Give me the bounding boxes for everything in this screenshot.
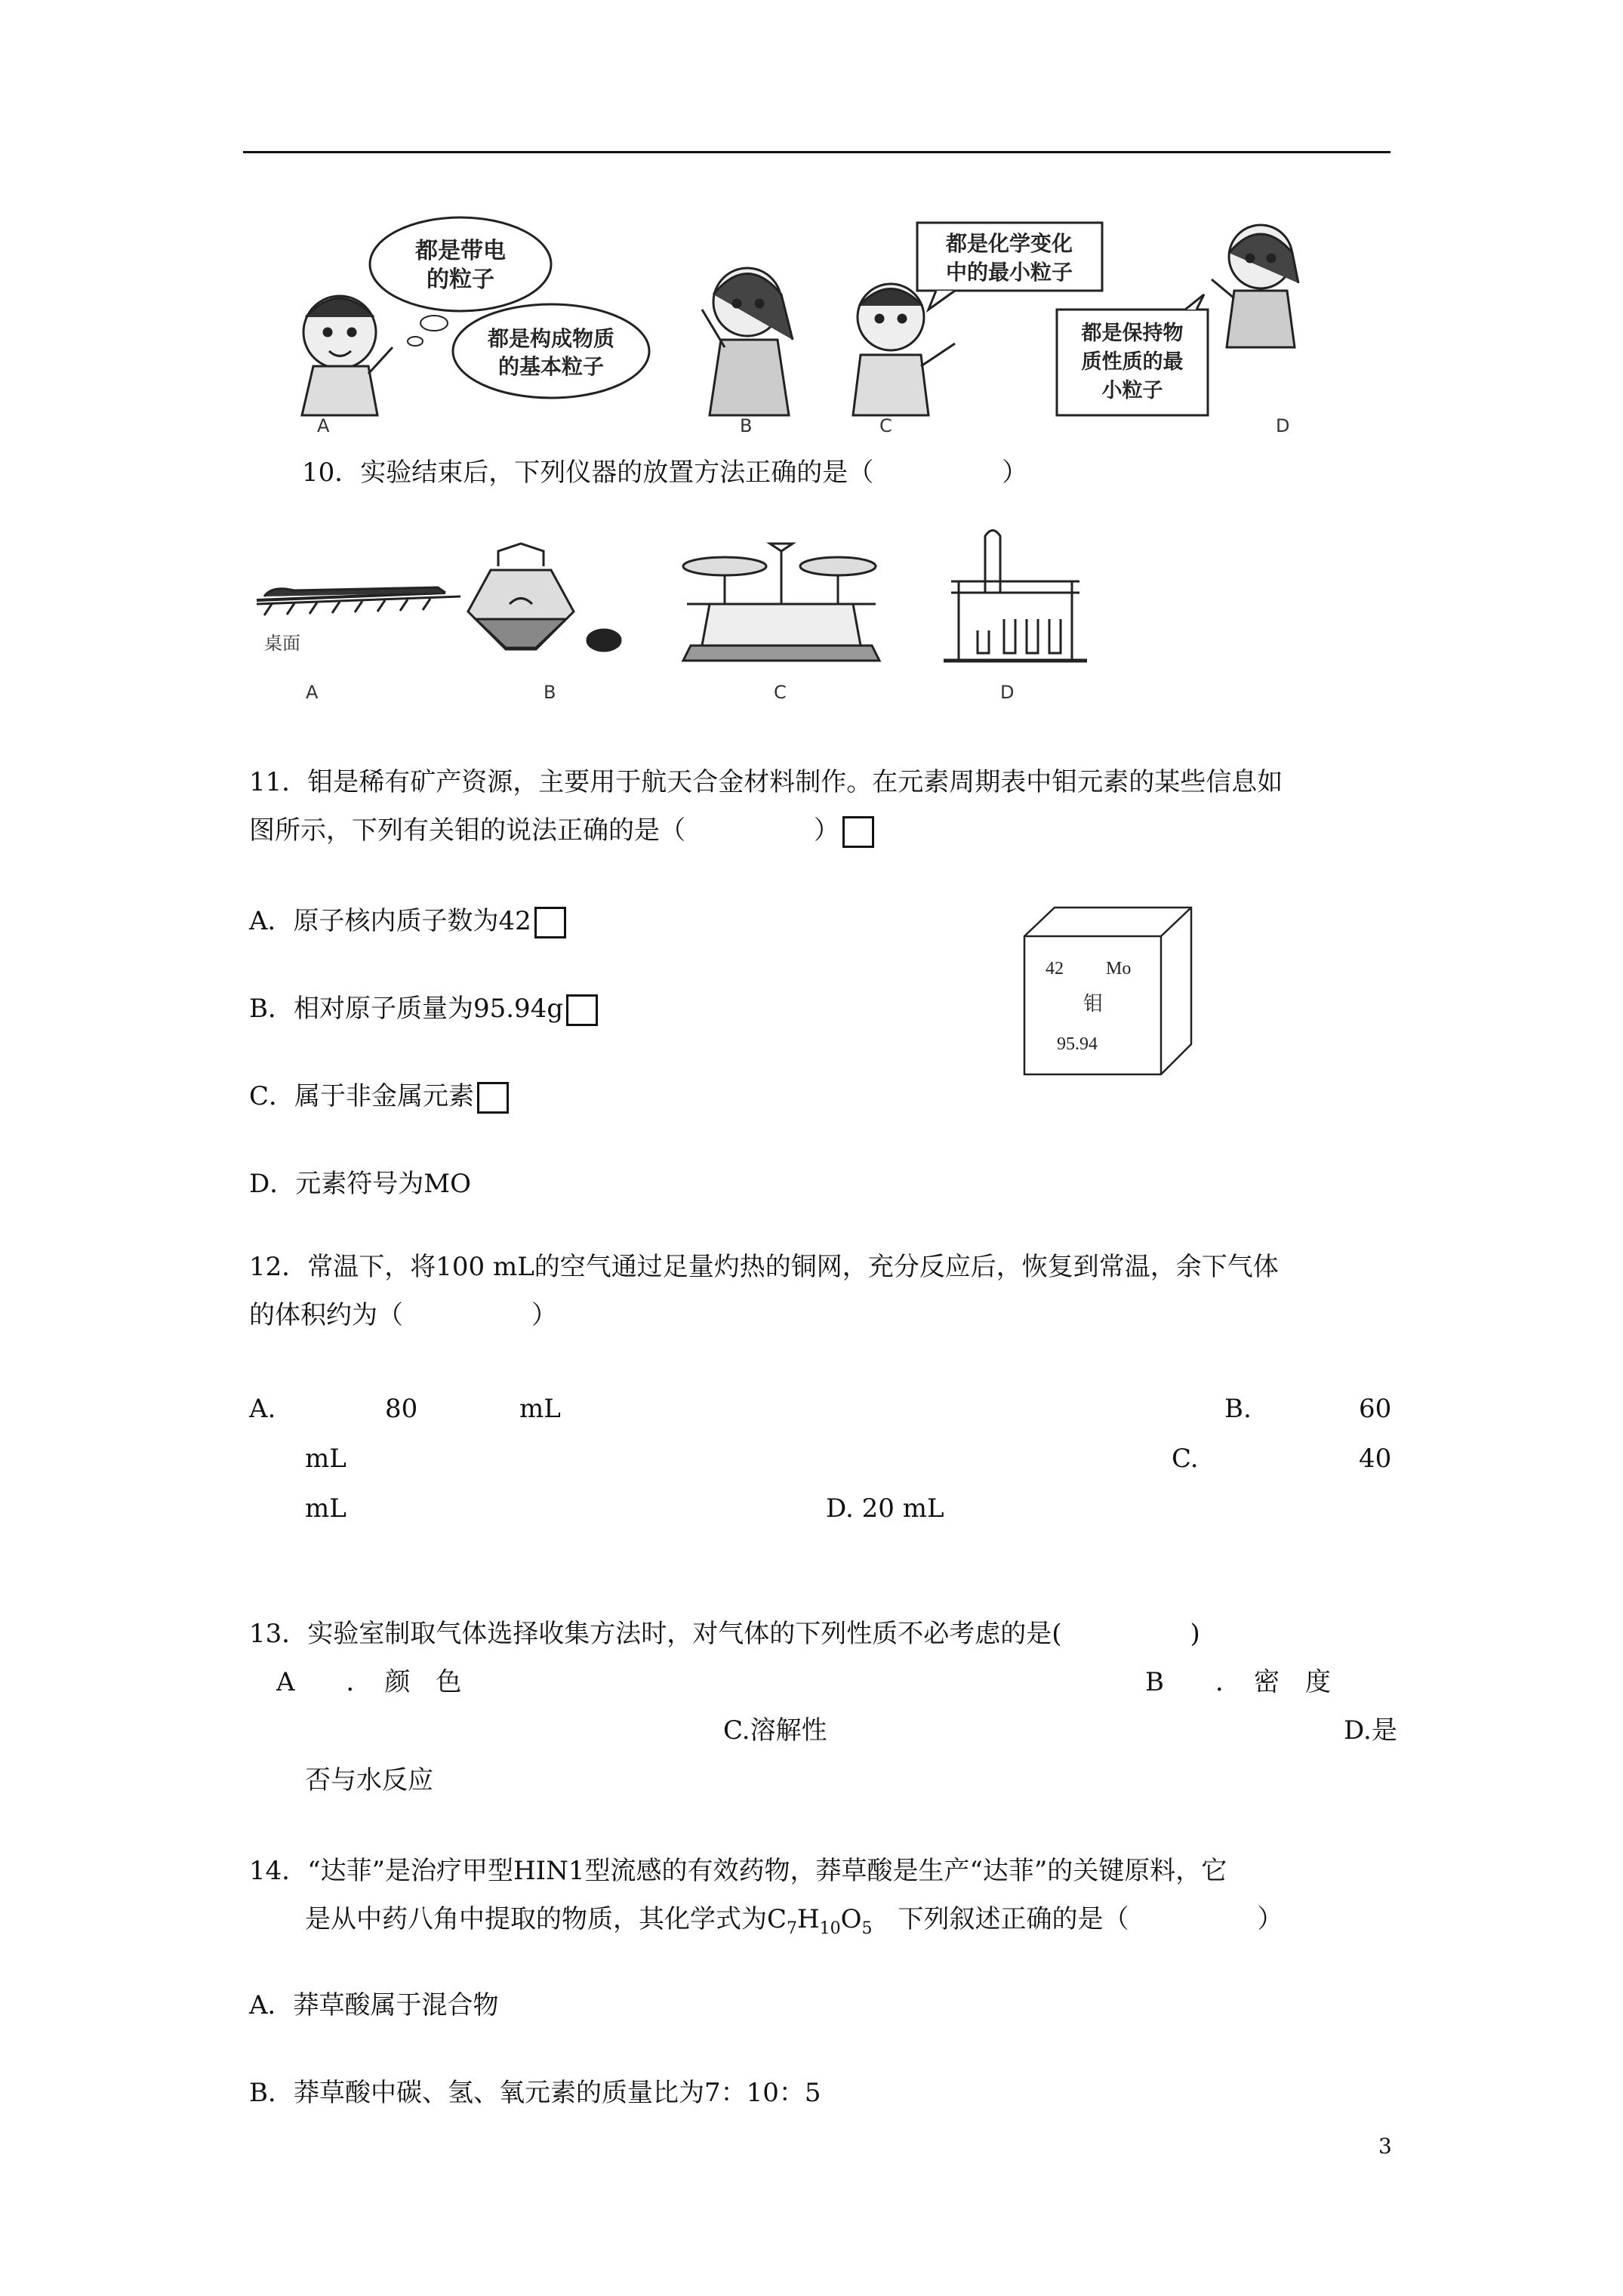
element-symbol: Mo xyxy=(1106,959,1132,978)
bubble-d-line1: 都是保持物 xyxy=(1081,322,1184,345)
q14-stem-line2-b: 下列叙述正确的是（ ） xyxy=(872,1904,1283,1934)
bubble-c-line2: 中的最小粒子 xyxy=(945,260,1073,285)
q13-option-b: B ． 密 度 xyxy=(1145,1667,1331,1697)
q14-stem-line2-a: 是从中药八角中提取的物质，其化学式为C xyxy=(305,1904,787,1934)
child-a-figure xyxy=(302,296,393,415)
q11-option-c: C．属于非金属元素 xyxy=(249,1081,475,1111)
q13-option-a: A ． 颜 色 xyxy=(276,1667,462,1697)
q13-option-d-part1: D.是 xyxy=(1344,1715,1397,1746)
q13-option-d-part2: 否与水反应 xyxy=(305,1765,433,1795)
apparatus-a-dropper-on-desk xyxy=(257,587,460,654)
q10-label-a: A xyxy=(306,682,319,702)
element-name: 钼 xyxy=(1083,993,1104,1015)
q11-option-c-box[interactable] xyxy=(477,1082,509,1114)
bubble-a-line2: 的粒子 xyxy=(427,267,494,293)
q12-option-d: D. 20 mL xyxy=(826,1493,944,1524)
q11-option-a-row xyxy=(249,905,566,938)
q14-stem-line1: 14．“达菲”是治疗甲型HIN1型流感的有效药物，莽草酸是生产“达菲”的关键原料，它 xyxy=(249,1856,1227,1886)
header-rule xyxy=(243,151,1390,153)
q10-illustration xyxy=(249,521,1117,702)
q11-option-b-box[interactable] xyxy=(566,994,598,1026)
q13-option-c: C.溶解性 xyxy=(723,1715,827,1746)
page-number: 3 xyxy=(1378,2134,1392,2159)
q12-option-b-unit: mL xyxy=(305,1444,346,1474)
q9-label-d: D xyxy=(1276,415,1290,436)
q14-option-b: B．莽草酸中碳、氢、氧元素的质量比为7：10：5 xyxy=(249,2078,821,2108)
bubble-b xyxy=(453,304,649,398)
q10-label-b: B xyxy=(544,682,556,702)
q12-option-c-letter: C. xyxy=(1172,1444,1199,1474)
child-d-figure xyxy=(1212,225,1298,347)
bubble-b-line1: 都是构成物质 xyxy=(487,326,615,351)
q9-label-c: C xyxy=(879,415,892,436)
desk-label: 桌面 xyxy=(264,633,300,654)
q12-option-b-letter: B. xyxy=(1224,1394,1252,1424)
formula-sub-c: 7 xyxy=(787,1918,798,1938)
periodic-element-card xyxy=(1023,906,1193,1076)
q14-option-a: A．莽草酸属于混合物 xyxy=(249,1990,499,2020)
q12-option-a-unit: mL xyxy=(519,1394,561,1424)
q11-option-c-row xyxy=(249,1080,509,1114)
q10-label-d: D xyxy=(1000,682,1015,702)
q12-stem-line2: 的体积约为（ ） xyxy=(249,1300,557,1330)
formula-o: O xyxy=(840,1904,862,1934)
apparatus-d-test-tube-rack xyxy=(944,531,1087,661)
q12-stem-line1: 12．常温下，将100 mL的空气通过足量灼热的铜网，充分反应后，恢复到常温，余下气体 xyxy=(249,1252,1279,1282)
q11-answer-box[interactable] xyxy=(842,816,874,848)
q12-option-a-letter: A. xyxy=(249,1394,276,1424)
formula-sub-o: 5 xyxy=(861,1918,873,1938)
q10-label-c: C xyxy=(774,682,787,702)
q12-option-b-value: 60 xyxy=(1359,1394,1392,1424)
q11-option-a: A．原子核内质子数为42 xyxy=(249,906,531,936)
apparatus-c-balance xyxy=(683,544,879,661)
q9-label-a: A xyxy=(317,415,330,436)
q12-option-c-value: 40 xyxy=(1359,1444,1392,1474)
child-b-figure xyxy=(702,268,793,415)
bubble-d xyxy=(1057,294,1208,415)
q13-stem: 13．实验室制取气体选择收集方法时，对气体的下列性质不必考虑的是( ) xyxy=(249,1619,1200,1649)
bubble-d-line3: 小粒子 xyxy=(1101,379,1163,402)
element-atomic-number: 42 xyxy=(1046,959,1064,978)
q14-stem-line2 xyxy=(305,1903,1283,1946)
q11-option-b-row xyxy=(249,992,598,1026)
bubble-c xyxy=(917,223,1102,310)
q9-label-b: B xyxy=(740,415,753,436)
apparatus-b-reagent-bottle xyxy=(468,544,621,651)
q11-option-d: D．元素符号为MO xyxy=(249,1169,471,1199)
bubble-a-line1: 都是带电 xyxy=(415,238,506,264)
q12-option-c-unit: mL xyxy=(305,1493,346,1524)
formula-sub-h: 10 xyxy=(819,1918,841,1938)
q11-stem-line1: 11．钼是稀有矿产资源，主要用于航天合金材料制作。在元素周期表中钼元素的某些信息如 xyxy=(249,767,1283,797)
element-atomic-mass: 95.94 xyxy=(1057,1034,1098,1054)
q11-option-a-box[interactable] xyxy=(534,907,566,938)
bubble-c-line1: 都是化学变化 xyxy=(945,231,1073,256)
q11-option-b: B．相对原子质量为95.94g xyxy=(249,994,564,1024)
q11-stem-line2-row xyxy=(249,814,874,848)
q9-illustration xyxy=(279,211,1321,438)
bubble-b-line2: 的基本粒子 xyxy=(497,354,605,379)
bubble-d-line2: 质性质的最 xyxy=(1081,350,1184,374)
q12-option-a-value: 80 xyxy=(385,1394,418,1424)
q10-stem: 10．实验结束后，下列仪器的放置方法正确的是（ ） xyxy=(302,458,1028,488)
q11-stem-line2: 图所示，下列有关钼的说法正确的是（ ） xyxy=(249,815,839,846)
formula-h: H xyxy=(797,1904,820,1934)
child-c-figure xyxy=(853,284,955,415)
